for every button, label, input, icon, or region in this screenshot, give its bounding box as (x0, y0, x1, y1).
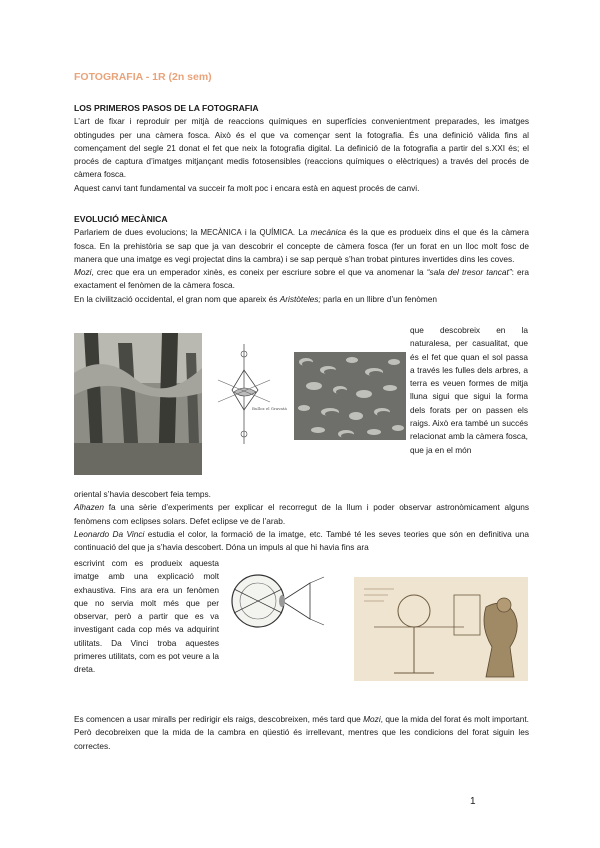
section-mechanical (74, 213, 529, 306)
crescent-shadows-photo (294, 352, 406, 440)
leonardo-drawing-image (354, 577, 528, 681)
section-mechanical-cont (74, 488, 529, 554)
mozi-paragraph: Mozi, crec que era un emperador xinès, es coneix per escriure sobre el que va anomenar la “sala del tresor tancat”: era exactament el fenòmen de la càmera fosca. (74, 267, 529, 291)
alhazen-paragraph: Alhazen fa una sèrie d’experiments per explicar el recorregut de la llum i poder observar astronòmicament alguns fenòmens com eclipses solars. Defet eclipse ve de l’arab. (74, 502, 529, 526)
leonardo-continuation: escrivint com es produeix aquesta imatge amb una explicació molt exhaustiva. Fins ara era un fenòmen que no servia molt més que per observar, però a partir que es va investigant cada cop més va adquirint utilitats. Da Vinci troba aquestes primeres utilitats, com es pot veure a la dreta. (74, 558, 219, 675)
section-heading-first-steps: LOS PRIMEROS PASOS DE LA FOTOGRAFIA (74, 103, 259, 113)
eye-diagram-image (226, 569, 326, 633)
intro-paragraph-2: Aquest canvi tant fundamental va succeir fa molt poc i encara està en aquest procés de canvi. (74, 182, 420, 193)
forest-engraving-image (74, 333, 202, 475)
aristotle-end: oriental s’havia descobert feia temps. (74, 489, 211, 499)
mirrors-paragraph: Es comencen a usar miralls per redirigir els raigs, descobreixen, més tard que Mozi, que la mida del forat és molt important. Però decobreixen que la mida de la cambra en qüestió és irrellevant, mentres que les condicions del forat siguin les correctes. (74, 714, 529, 751)
page-header: FOTOGRAFIA - 1R (2n sem) (74, 71, 212, 83)
sketch-annotation: Bulloz el Gravatà (252, 406, 287, 411)
aristotle-paragraph: En la civilització occidental, el gran nom que apareix és Aristòteles; parla en un llibre d’un fenòmen (74, 293, 437, 304)
page-number: 1 (470, 796, 476, 807)
mechanical-paragraph-1: Parlariem de dues evolucions; la MECÀNICA i la QUÍMICA. La mecànica és la que es produeix dins el que és la càmera fosca. En la prehistòria se sap que ja van descobrir el concepte de càmera fosca (fer un forat en un lloc molt fosc de manera que una imatge es vegi projectat dins la cambra) i se sap perquè s’han trobat pintures invertides dins les coves. (74, 227, 529, 264)
leonardo-paragraph: Leonardo Da Vinci estudia el color, la formació de la imatge, etc. També té les seves teories que són en definitiva una continuació del que ja s’havia descobert. Dóna un impuls al que hi havia fins ara (74, 528, 529, 553)
camera-obscura-sketch (214, 340, 287, 448)
intro-paragraph: L’art de fixar i reproduir per mitjà de reaccions químiques en superfícies convenientment preparades, les imatges obtingudes per una càmera fosca. Això és el que va començar sent la fotografia. És una definició vàlida fins al començament del segle 21 donat el fet que neix la fotografia digital. La definició de la fotografia a partir del s.XXI és; el procés de captura d’imatges mitjançant medis fotosensibles (reaccions químiques o elèctriques) a través del procés de càmera fosca. (74, 116, 529, 180)
section-mechanical-end (74, 713, 529, 753)
section-intro (74, 102, 529, 195)
aristotle-continuation: que descobreix en la naturalesa, per casualitat, que és el fet que quan el sol passa a través les fulles dels arbres, a terra es veuen formes de mitja lluna sigui que sigui la forma dels forats per on passen els raigs. Això era també un succés relacionat amb la càmera fosca, que ja en el món (410, 325, 528, 455)
section-heading-mechanical: EVOLUCIÓ MECÀNICA (74, 214, 168, 224)
